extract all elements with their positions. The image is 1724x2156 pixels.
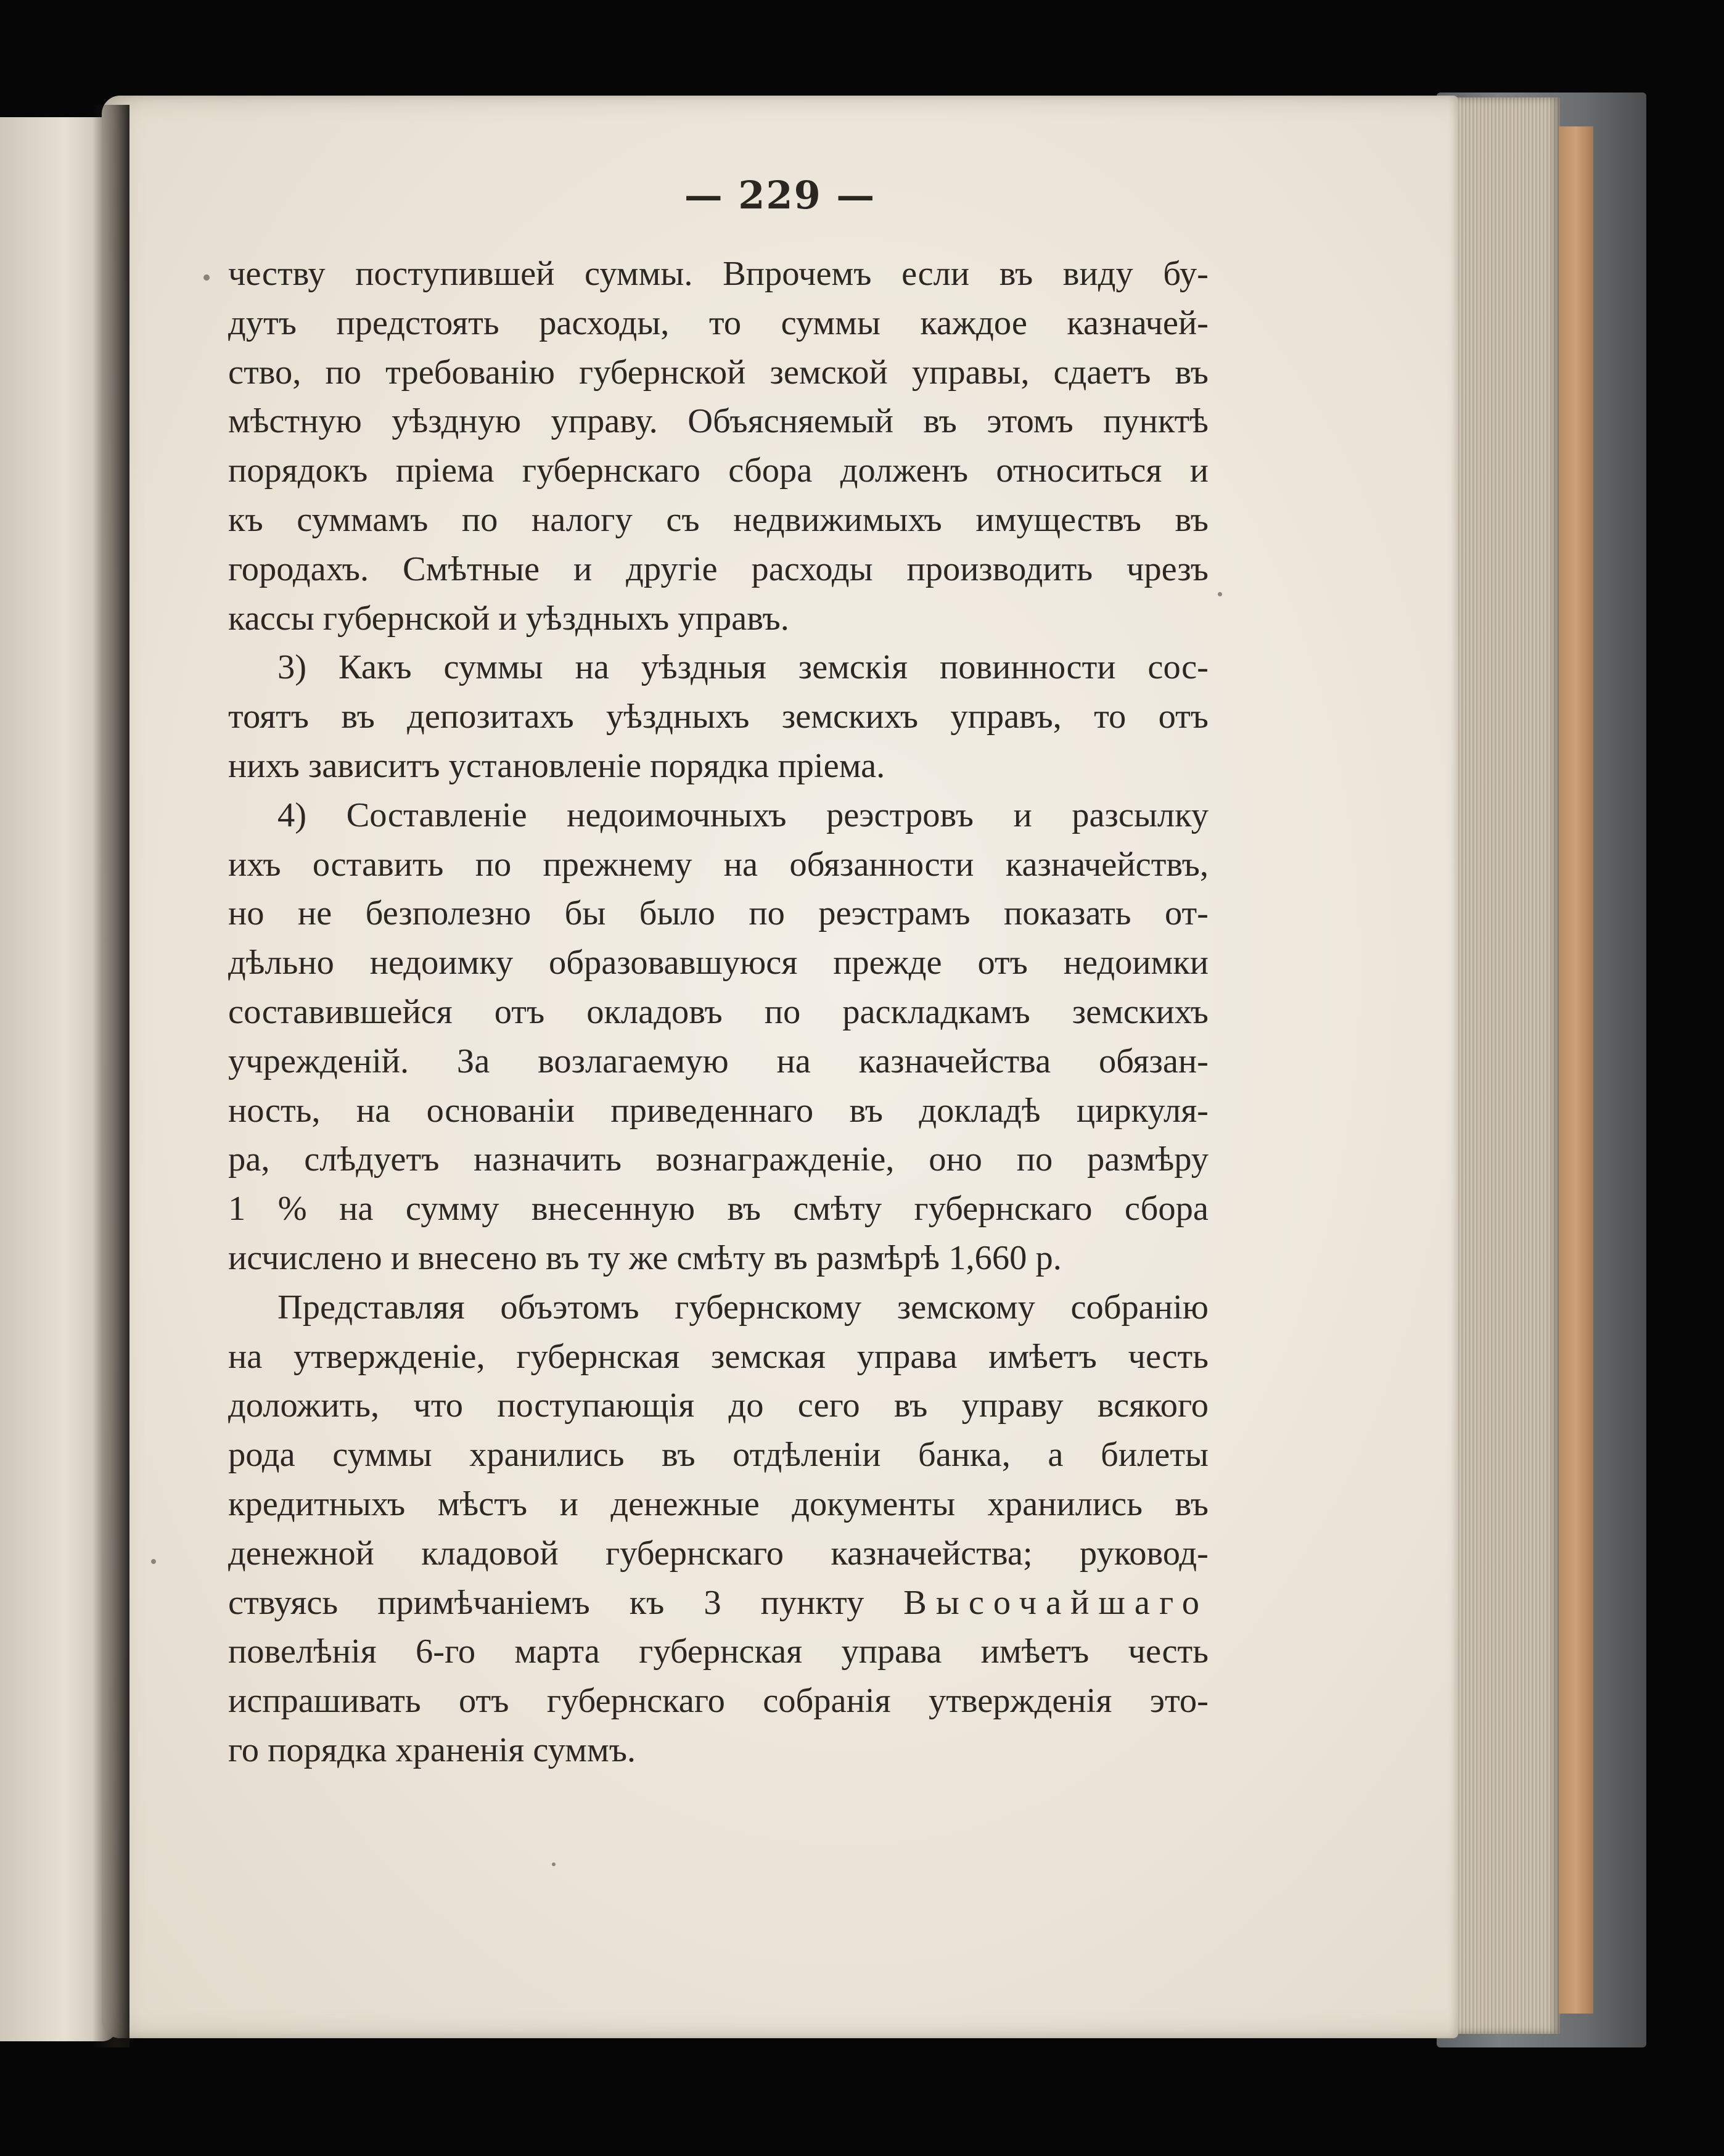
text-line: ра, слѣдуетъ назначить вознагражденiе, оно по размѣру (228, 1140, 1209, 1179)
paragraph (228, 791, 1209, 1283)
text-line: кассы губернской и уѣздныхъ управъ. (228, 599, 789, 638)
text-line: ство, по требованiю губернской земской управы, сдаетъ въ (228, 353, 1209, 392)
text-line: на утвержденiе, губернская земская управа имѣетъ честь (228, 1337, 1209, 1376)
text-line: но не безполезно бы было по реэстрамъ показать от- (228, 894, 1209, 933)
text-line (228, 1579, 1209, 1628)
paragraph (228, 643, 1209, 791)
text-line: ихъ оставить по прежнему на обязанности казначействъ, (228, 845, 1209, 884)
text-line: нихъ зависитъ установленiе порядка прiема. (228, 746, 885, 785)
paragraph (228, 250, 1209, 643)
text-line-content: 4) Составленiе недоимочныхъ реэстровъ и разсылку (277, 796, 1209, 834)
text-line-content: Представляя объэтомъ губернскому земскому собранiю (277, 1288, 1209, 1327)
page-edges (1452, 97, 1560, 2034)
ink-speck (151, 1559, 156, 1564)
text-line: тоятъ въ депозитахъ уѣздныхъ земскихъ управъ, то отъ (228, 697, 1209, 736)
text-line (228, 643, 1209, 693)
text-line (228, 791, 1209, 841)
page-number: — 229 — (684, 173, 876, 218)
ink-speck (203, 274, 210, 281)
paragraph (228, 1283, 1209, 1775)
text-line: составившейся отъ окладовъ по раскладкамъ земскихъ (228, 992, 1209, 1031)
page-body (228, 250, 1209, 1775)
text-line: городахъ. Смѣтные и другiе расходы производить чрезъ (228, 549, 1209, 588)
text-line-content: ствуясь примѣчанiемъ къ 3 пункту (228, 1583, 864, 1622)
text-line: го порядка храненiя суммъ. (228, 1730, 636, 1769)
text-line-content: 3) Какъ суммы на уѣздныя земскiя повинности сос- (277, 648, 1209, 687)
text-line: доложить, что поступающiя до сего въ управу всякого (228, 1386, 1209, 1425)
text-line: дутъ предстоять расходы, то суммы каждое казначей- (228, 303, 1209, 342)
gutter-shadow (92, 105, 129, 2047)
text-line (228, 1283, 1209, 1333)
ink-speck (552, 1862, 556, 1866)
text-line: учрежденiй. За возлагаемую на казначейства обязан- (228, 1042, 1209, 1080)
text-line: исчислено и внесено въ ту же смѣту въ размѣрѣ 1,660 р. (228, 1238, 1062, 1277)
text-line: честву поступившей суммы. Впрочемъ если въ виду бу- (228, 255, 1209, 293)
text-line: повелѣнiя 6-го марта губернская управа имѣетъ честь (228, 1632, 1209, 1671)
text-line: мѣстную уѣздную управу. Объясняемый въ этомъ пунктѣ (228, 402, 1209, 441)
text-line: дѣльно недоимку образовавшуюся прежде отъ недоимки (228, 944, 1209, 982)
text-line: порядокъ прiема губернскаго сбора долженъ относиться и (228, 451, 1209, 490)
text-line: ность, на основанiи приведеннаго въ докладѣ циркуля- (228, 1091, 1209, 1130)
endpaper-strip (1559, 126, 1593, 2014)
spaced-emphasis: Высочайшаго (903, 1583, 1209, 1622)
text-line: испрашивать отъ губернскаго собранiя утвержденiя это- (228, 1682, 1209, 1721)
ink-speck (1218, 592, 1222, 596)
text-line: денежной кладовой губернскаго казначейства; руковод- (228, 1534, 1209, 1573)
text-line: къ суммамъ по налогу съ недвижимыхъ имуществъ въ (228, 500, 1209, 539)
text-line: кредитныхъ мѣстъ и денежные документы хранились въ (228, 1484, 1209, 1523)
text-line: 1 % на сумму внесенную въ смѣту губернскаго сбора (228, 1190, 1209, 1228)
text-line: рода суммы хранились въ отдѣленiи банка, а билеты (228, 1436, 1209, 1475)
